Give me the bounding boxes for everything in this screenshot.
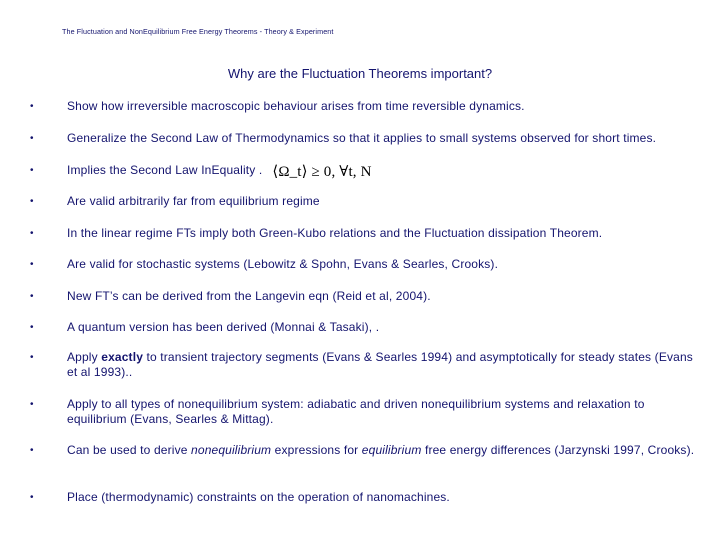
- item-text: Are valid arbitrarily far from equilibrium regime: [67, 194, 320, 208]
- emphasis-italic: equilibrium: [361, 443, 422, 457]
- text-segment: to transient trajectory segments (Evans & Searles 1994) and asymptotically for steady states (Evans et al 1993)..: [67, 350, 693, 379]
- text-segment: free energy differences (Jarzynski 1997, Crooks).: [421, 443, 695, 457]
- math-expression: ⟨Ω_t⟩ ≥ 0, ∀t, N: [272, 164, 372, 180]
- item-text: Are valid for stochastic systems (Lebowitz & Spohn, Evans & Searles, Crooks).: [67, 257, 499, 271]
- bullet-icon: •: [30, 196, 34, 207]
- slide-header: The Fluctuation and NonEquilibrium Free Energy Theorems - Theory & Experiment: [62, 27, 334, 36]
- bullet-icon: •: [30, 228, 34, 239]
- bullet-icon: •: [30, 133, 34, 144]
- text-segment: Can be used to derive: [67, 443, 192, 457]
- bullet-icon: •: [30, 399, 34, 410]
- bullet-icon: •: [30, 492, 34, 503]
- bullet-icon: •: [30, 322, 34, 333]
- item-text: Place (thermodynamic) constraints on the operation of nanomachines.: [67, 490, 450, 504]
- bullet-icon: •: [30, 291, 34, 302]
- item-text-rich: [67, 350, 695, 380]
- bullet-icon: •: [30, 101, 34, 112]
- bullet-icon: •: [30, 259, 34, 270]
- emphasis-bold: exactly: [101, 350, 144, 364]
- emphasis-italic: nonequilibrium: [191, 443, 272, 457]
- item-text: A quantum version has been derived (Monnai & Tasaki), .: [67, 320, 380, 334]
- bullet-icon: •: [30, 352, 34, 363]
- item-text: Apply to all types of nonequilibrium system: adiabatic and driven nonequilibrium systems and relaxation to equilibrium (Evans, Searles & Mittag).: [67, 397, 645, 426]
- item-text-with-math: [67, 163, 695, 180]
- text-segment: expressions for: [271, 443, 362, 457]
- item-text-rich: [67, 443, 695, 458]
- item-text: Implies the Second Law InEquality .: [67, 163, 263, 177]
- slide-title: Why are the Fluctuation Theorems important?: [227, 66, 493, 81]
- item-text: New FT’s can be derived from the Langevin eqn (Reid et al, 2004).: [67, 289, 431, 303]
- item-text: Show how irreversible macroscopic behaviour arises from time reversible dynamics.: [67, 99, 525, 113]
- item-text: Generalize the Second Law of Thermodynamics so that it applies to small systems observed for short times.: [67, 131, 657, 145]
- bullet-icon: •: [30, 445, 34, 456]
- item-text: In the linear regime FTs imply both Green-Kubo relations and the Fluctuation dissipation Theorem.: [67, 226, 603, 240]
- bullet-icon: •: [30, 165, 34, 176]
- text-segment: Apply: [67, 350, 102, 364]
